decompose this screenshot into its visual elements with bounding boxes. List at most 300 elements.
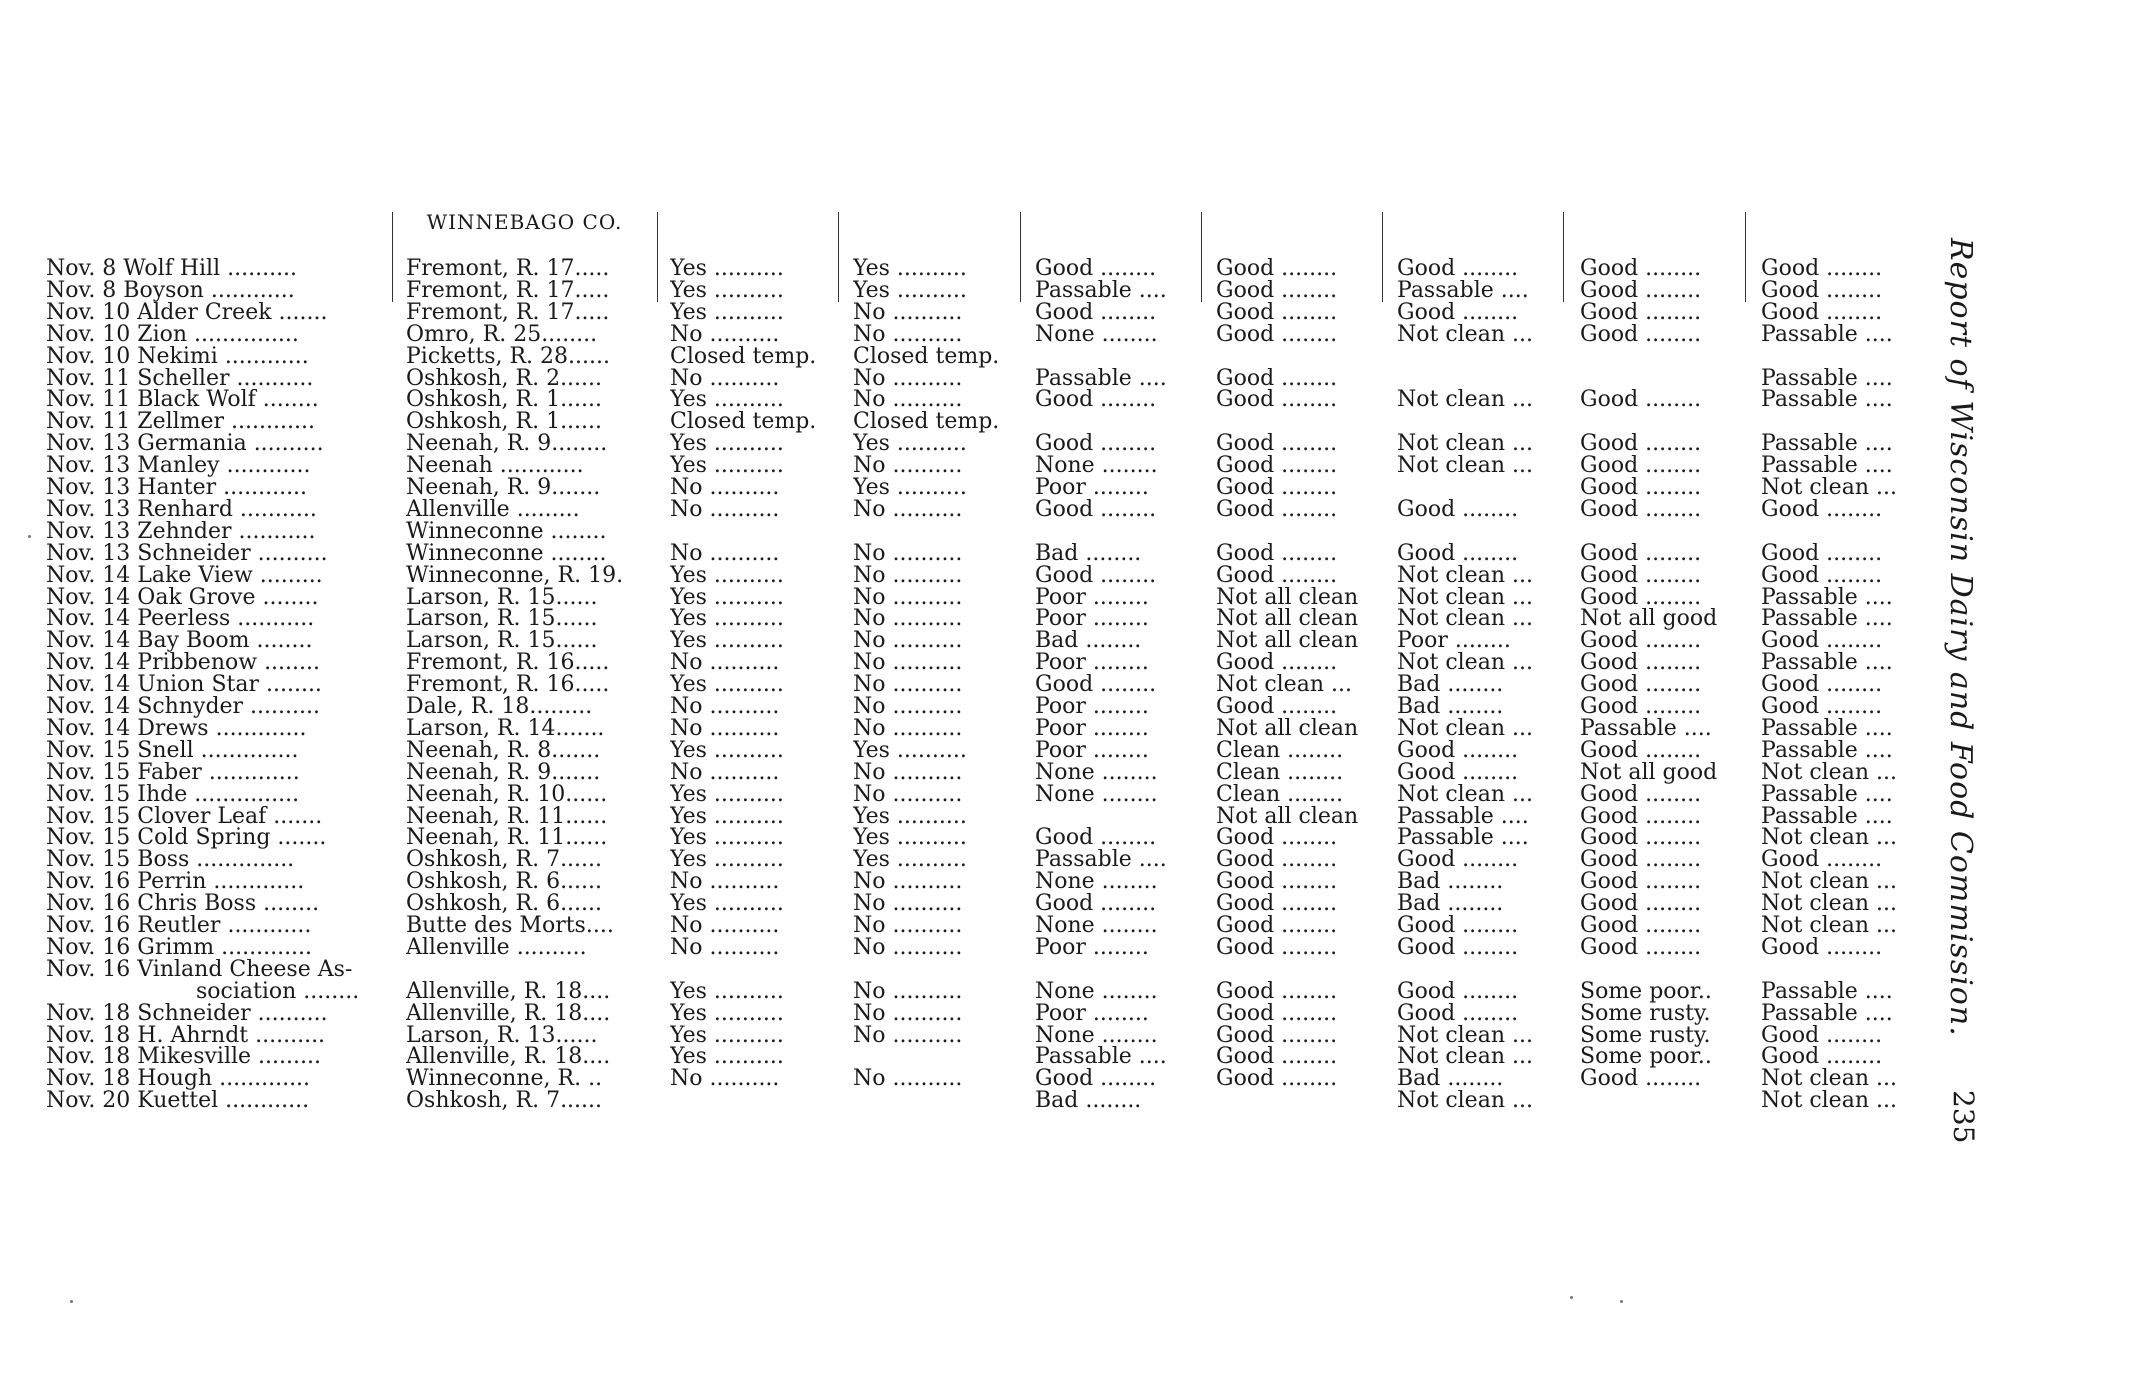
col5-cell: Poor ........ (1035, 652, 1149, 675)
col8-cell: Some rusty. (1580, 1002, 1711, 1025)
col4-cell: Yes .......... (853, 805, 967, 828)
col9-cell: Good ........ (1761, 258, 1883, 280)
col8-cell (1580, 368, 1742, 390)
running-title (1940, 238, 1980, 1238)
col8-cell (1580, 346, 1742, 368)
col6-cell: Good ........ (1216, 1024, 1338, 1047)
col4-cell: No .......... (853, 586, 963, 609)
col8-cell: Not all good (1580, 761, 1718, 784)
table-row (0, 1003, 1930, 1025)
col6-cell: Clean ........ (1216, 761, 1344, 784)
col3-cell: Yes .......... (670, 564, 784, 587)
location-cell: Dale, R. 18......... (406, 696, 593, 718)
factory-cell: Nov. 13 Manley ............ (46, 455, 311, 478)
table-row (0, 937, 1930, 959)
location-cell: Butte des Morts.... (406, 915, 614, 937)
col4-cell: No .......... (853, 1002, 963, 1025)
col4-cell: Yes .......... (853, 849, 967, 872)
location-cell: Neenah, R. 10...... (406, 783, 608, 806)
col7-cell: Bad ........ (1397, 1068, 1504, 1091)
col5-cell (1035, 411, 1197, 433)
col8-cell: Good ........ (1580, 936, 1702, 959)
factory-cell: Nov. 14 Schnyder .......... (46, 696, 320, 718)
factory-cell: Nov. 18 Schneider .......... (46, 1002, 328, 1025)
col3-cell: No .......... (670, 323, 780, 346)
factory-cell: Nov. 11 Black Wolf ........ (46, 389, 319, 412)
table-row (0, 740, 1930, 762)
col6-cell: Good ........ (1216, 696, 1338, 718)
col6-cell: Good ........ (1216, 258, 1338, 280)
col6-cell: Good ........ (1216, 849, 1338, 872)
location-cell: Larson, R. 13...... (406, 1024, 598, 1047)
col9-cell: Passable .... (1761, 783, 1893, 806)
col3-cell: No .......... (670, 696, 780, 718)
col5-cell: Poor ........ (1035, 608, 1149, 631)
col6-cell: Good ........ (1216, 498, 1338, 521)
col5-cell: Poor ........ (1035, 739, 1149, 762)
col7-cell: Not clean ... (1397, 389, 1533, 412)
col6-cell: Good ........ (1216, 477, 1338, 499)
table-row (0, 565, 1930, 587)
col6-cell: Good ........ (1216, 279, 1338, 302)
col8-cell: Some poor.. (1580, 1046, 1712, 1069)
col9-cell: Good ........ (1761, 696, 1883, 718)
col6-cell: Not all clean (1216, 630, 1359, 653)
col9-cell: Not clean ... (1761, 915, 1897, 937)
col7-cell: Good ........ (1397, 849, 1519, 872)
location-cell: Winneconne ........ (406, 520, 607, 543)
col9-cell: Passable .... (1761, 433, 1893, 456)
col9-cell: Good ........ (1761, 1046, 1883, 1069)
col5-cell (1035, 806, 1197, 828)
page-number (1947, 1090, 1990, 1160)
col5-cell: Passable .... (1035, 1046, 1167, 1069)
col7-cell (1397, 346, 1559, 368)
factory-cell: Nov. 15 Snell .............. (46, 739, 299, 762)
col6-cell (1216, 411, 1378, 433)
col7-cell: Not clean ... (1397, 717, 1533, 740)
col4-cell: No .......... (853, 893, 963, 916)
table-row (0, 981, 1930, 1003)
col5-cell: None ........ (1035, 761, 1158, 784)
col4-cell: No .......... (853, 564, 963, 587)
col7-cell: Good ........ (1397, 761, 1519, 784)
col8-cell: Good ........ (1580, 674, 1702, 697)
table-row (0, 871, 1930, 893)
col5-cell (1035, 346, 1197, 368)
col7-cell: Good ........ (1397, 258, 1519, 280)
running-title-text: Report of Wisconsin Dairy and Food Commission. (1943, 238, 1978, 1037)
factory-cell: Nov. 14 Lake View ......... (46, 564, 323, 587)
col5-cell: Good ........ (1035, 674, 1157, 697)
col4-cell: No .......... (853, 761, 963, 784)
table-row (0, 499, 1930, 521)
col4-cell: Yes .......... (853, 827, 967, 850)
col4-cell: No .......... (853, 674, 963, 697)
col4-cell (853, 959, 1015, 981)
col4-cell: No .......... (853, 367, 963, 390)
col5-cell: Good ........ (1035, 827, 1157, 850)
col9-cell: Passable .... (1761, 652, 1893, 675)
col8-cell: Good ........ (1580, 498, 1702, 521)
location-cell: Larson, R. 15...... (406, 608, 598, 631)
paper-speck (28, 535, 31, 538)
col3-cell: No .......... (670, 915, 780, 937)
col5-cell: Poor ........ (1035, 717, 1149, 740)
col7-cell: Not clean ... (1397, 564, 1533, 587)
col3-cell: Closed temp. (670, 411, 817, 434)
col6-cell: Good ........ (1216, 893, 1338, 916)
col5-cell: Poor ........ (1035, 696, 1149, 718)
location-cell: Oshkosh, R. 1...... (406, 411, 603, 434)
col7-cell: Bad ........ (1397, 871, 1504, 894)
factory-cell: Nov. 14 Bay Boom ........ (46, 630, 313, 653)
table-row (0, 630, 1930, 652)
col7-cell: Good ........ (1397, 936, 1519, 959)
col3-cell: Yes .......... (670, 827, 784, 850)
col7-cell: Not clean ... (1397, 433, 1533, 456)
col4-cell: Closed temp. (853, 345, 1000, 368)
table-row (0, 302, 1930, 324)
col4-cell: No .......... (853, 1024, 963, 1047)
col4-cell: Yes .......... (853, 739, 967, 762)
factory-cell: Nov. 18 H. Ahrndt .......... (46, 1024, 326, 1047)
col9-cell: Not clean ... (1761, 827, 1897, 850)
factory-cell: Nov. 13 Hanter ............ (46, 477, 308, 499)
col3-cell: Yes .......... (670, 1024, 784, 1047)
col7-cell: Not clean ... (1397, 1090, 1533, 1113)
col7-cell: Not clean ... (1397, 1046, 1533, 1069)
col3-cell: Yes .......... (670, 1002, 784, 1025)
factory-cell: Nov. 11 Scheller ........... (46, 367, 314, 390)
col7-cell: Passable .... (1397, 805, 1529, 828)
factory-cell: Nov. 8 Boyson ............ (46, 279, 295, 302)
factory-cell: Nov. 15 Ihde ............... (46, 783, 300, 806)
col4-cell: No .......... (853, 696, 963, 718)
col7-cell (1397, 411, 1559, 433)
col5-cell: Good ........ (1035, 433, 1157, 456)
table-row (0, 893, 1930, 915)
col6-cell (1216, 346, 1378, 368)
col7-cell: Good ........ (1397, 1002, 1519, 1025)
col6-cell: Not all clean (1216, 608, 1359, 631)
paper-speck (1620, 1300, 1623, 1303)
col8-cell (1580, 411, 1742, 433)
col8-cell: Good ........ (1580, 455, 1702, 478)
col4-cell: No .......... (853, 871, 963, 894)
col9-cell: Passable .... (1761, 739, 1893, 762)
location-cell: Oshkosh, R. 7...... (406, 1090, 603, 1113)
table-row (0, 674, 1930, 696)
col8-cell: Good ........ (1580, 1068, 1702, 1091)
table-row (0, 368, 1930, 390)
location-cell: Larson, R. 15...... (406, 586, 598, 609)
col5-cell: Good ........ (1035, 498, 1157, 521)
col7-cell: Bad ........ (1397, 696, 1504, 718)
col7-cell: Not clean ... (1397, 783, 1533, 806)
col8-cell: Some poor.. (1580, 980, 1712, 1003)
table-row (0, 587, 1930, 609)
location-cell: Neenah, R. 11...... (406, 827, 608, 850)
col3-cell: No .......... (670, 477, 780, 499)
col5-cell: Good ........ (1035, 1068, 1157, 1091)
col6-cell: Not all clean (1216, 586, 1359, 609)
col4-cell: No .......... (853, 498, 963, 521)
col5-cell (1035, 959, 1197, 981)
col9-cell (1761, 959, 1921, 981)
col8-cell: Good ........ (1580, 630, 1702, 653)
col4-cell: No .......... (853, 301, 963, 324)
col3-cell: Yes .......... (670, 279, 784, 302)
col7-cell: Not clean ... (1397, 652, 1533, 675)
col8-cell: Good ........ (1580, 827, 1702, 850)
col3-cell: Yes .......... (670, 783, 784, 806)
location-cell: Winneconne, R. .. (406, 1068, 603, 1091)
col4-cell: Yes .......... (853, 279, 967, 302)
col6-cell: Good ........ (1216, 433, 1338, 456)
col7-cell: Not clean ... (1397, 455, 1533, 478)
col8-cell: Good ........ (1580, 739, 1702, 762)
col9-cell: Good ........ (1761, 279, 1883, 302)
col4-cell (853, 521, 1015, 543)
col3-cell: Yes .......... (670, 1046, 784, 1069)
table-row (0, 455, 1930, 477)
location-cell: Fremont, R. 17..... (406, 301, 610, 324)
location-cell: Fremont, R. 16..... (406, 652, 610, 675)
factory-cell: Nov. 15 Faber ............. (46, 761, 300, 784)
col5-cell: Poor ........ (1035, 1002, 1149, 1025)
col9-cell: Not clean ... (1761, 761, 1897, 784)
col5-cell: None ........ (1035, 455, 1158, 478)
location-cell: Oshkosh, R. 1...... (406, 389, 603, 412)
col6-cell: Good ........ (1216, 827, 1338, 850)
col4-cell: No .......... (853, 936, 963, 959)
col9-cell: Not clean ... (1761, 893, 1897, 916)
table-row (0, 477, 1930, 499)
col5-cell: Good ........ (1035, 893, 1157, 916)
col8-cell: Good ........ (1580, 893, 1702, 916)
col6-cell: Good ........ (1216, 542, 1338, 565)
col9-cell: Good ........ (1761, 1024, 1883, 1047)
col6-cell (1216, 521, 1378, 543)
col5-cell: None ........ (1035, 1024, 1158, 1047)
factory-cell: Nov. 18 Mikesville ......... (46, 1046, 321, 1069)
location-cell: Allenville, R. 18.... (406, 980, 611, 1003)
col6-cell: Clean ........ (1216, 783, 1344, 806)
col6-cell: Not clean ... (1216, 674, 1352, 697)
col4-cell: No .......... (853, 915, 963, 937)
location-cell: Fremont, R. 16..... (406, 674, 610, 697)
col9-cell: Passable .... (1761, 1002, 1893, 1025)
col7-cell: Good ........ (1397, 301, 1519, 324)
col3-cell: No .......... (670, 498, 780, 521)
col7-cell (1397, 477, 1559, 499)
col6-cell: Clean ........ (1216, 739, 1344, 762)
col4-cell: No .......... (853, 455, 963, 478)
col7-cell (1397, 521, 1559, 543)
col5-cell: None ........ (1035, 980, 1158, 1003)
col6-cell: Good ........ (1216, 1068, 1338, 1091)
col5-cell: Good ........ (1035, 301, 1157, 324)
col6-cell: Good ........ (1216, 915, 1338, 937)
col5-cell: None ........ (1035, 323, 1158, 346)
table-row (0, 411, 1930, 433)
col7-cell: Good ........ (1397, 498, 1519, 521)
col4-cell: No .......... (853, 980, 963, 1003)
col5-cell: Passable .... (1035, 367, 1167, 390)
factory-cell: Nov. 13 Renhard ........... (46, 498, 317, 521)
col9-cell (1761, 346, 1921, 368)
factory-cell: Nov. 14 Drews ............. (46, 717, 307, 740)
table-row (0, 827, 1930, 849)
col5-cell: None ........ (1035, 871, 1158, 894)
col6-cell: Good ........ (1216, 871, 1338, 894)
table-row (0, 280, 1930, 302)
table-row (0, 849, 1930, 871)
table-row (0, 433, 1930, 455)
col4-cell: Yes .......... (853, 477, 967, 499)
location-cell: Neenah, R. 11...... (406, 805, 608, 828)
factory-cell: Nov. 11 Zellmer ............ (46, 411, 315, 434)
factory-cell: Nov. 16 Chris Boss ........ (46, 893, 320, 916)
col3-cell: Yes .......... (670, 455, 784, 478)
col9-cell: Passable .... (1761, 323, 1893, 346)
col8-cell: Good ........ (1580, 477, 1702, 499)
col9-cell: Not clean ... (1761, 477, 1897, 499)
col8-cell: Good ........ (1580, 542, 1702, 565)
col4-cell: Yes .......... (853, 258, 967, 280)
col8-cell (1580, 959, 1742, 981)
col6-cell: Good ........ (1216, 1002, 1338, 1025)
col3-cell: No .......... (670, 367, 780, 390)
col4-cell: No .......... (853, 323, 963, 346)
col7-cell: Passable .... (1397, 279, 1529, 302)
col4-cell (853, 1046, 1015, 1068)
col3-cell: No .......... (670, 761, 780, 784)
location-cell: Allenville, R. 18.... (406, 1046, 611, 1069)
table-row (0, 959, 1930, 981)
col9-cell: Passable .... (1761, 586, 1893, 609)
page-number-text: 235 (1947, 1090, 1980, 1144)
factory-cell: sociation ........ (196, 980, 360, 1003)
table-row (0, 762, 1930, 784)
col4-cell: Yes .......... (853, 433, 967, 456)
col3-cell: Yes .......... (670, 805, 784, 828)
col7-cell: Not clean ... (1397, 608, 1533, 631)
col3-cell: No .......... (670, 717, 780, 740)
col6-cell: Good ........ (1216, 980, 1338, 1003)
table-row (0, 1090, 1930, 1112)
col9-cell: Good ........ (1761, 674, 1883, 697)
factory-cell: Nov. 16 Reutler ............ (46, 915, 312, 937)
county-heading: WINNEBAGO CO. (426, 210, 623, 234)
col7-cell: Good ........ (1397, 739, 1519, 762)
table-row (0, 915, 1930, 937)
col6-cell (1216, 959, 1378, 981)
factory-cell: Nov. 10 Zion ............... (46, 323, 299, 346)
col3-cell (670, 521, 836, 543)
col6-cell: Good ........ (1216, 1046, 1338, 1069)
location-cell: Neenah, R. 9....... (406, 761, 601, 784)
paper-speck (70, 1300, 73, 1303)
col8-cell: Passable .... (1580, 717, 1712, 740)
col4-cell: No .......... (853, 630, 963, 653)
col6-cell: Good ........ (1216, 301, 1338, 324)
col8-cell: Good ........ (1580, 389, 1702, 412)
location-cell: Allenville .......... (406, 936, 587, 959)
col3-cell (670, 959, 836, 981)
col6-cell: Good ........ (1216, 564, 1338, 587)
col8-cell: Good ........ (1580, 433, 1702, 456)
table-row (0, 696, 1930, 718)
col4-cell: No .......... (853, 389, 963, 412)
col4-cell: No .......... (853, 783, 963, 806)
col8-cell: Good ........ (1580, 323, 1702, 346)
col7-cell: Passable .... (1397, 827, 1529, 850)
table-row (0, 389, 1930, 411)
factory-cell: Nov. 16 Grimm ............. (46, 936, 313, 959)
col9-cell: Good ........ (1761, 936, 1883, 959)
table-row (0, 258, 1930, 280)
col8-cell: Good ........ (1580, 783, 1702, 806)
col8-cell: Good ........ (1580, 301, 1702, 324)
col4-cell: No .......... (853, 717, 963, 740)
col5-cell: Good ........ (1035, 389, 1157, 412)
col9-cell: Passable .... (1761, 608, 1893, 631)
location-cell: Neenah, R. 9........ (406, 433, 608, 456)
col6-cell: Not all clean (1216, 717, 1359, 740)
col9-cell: Passable .... (1761, 980, 1893, 1003)
col8-cell: Good ........ (1580, 805, 1702, 828)
col5-cell: Passable .... (1035, 849, 1167, 872)
table-row (0, 543, 1930, 565)
col9-cell: Good ........ (1761, 498, 1883, 521)
col3-cell (670, 1090, 836, 1112)
col9-cell: Passable .... (1761, 805, 1893, 828)
table-row (0, 1025, 1930, 1047)
location-cell: Fremont, R. 17..... (406, 279, 610, 302)
table-row (0, 521, 1930, 543)
col4-cell: No .......... (853, 1068, 963, 1091)
col5-cell: Bad ........ (1035, 542, 1142, 565)
col8-cell: Good ........ (1580, 586, 1702, 609)
col8-cell: Some rusty. (1580, 1024, 1711, 1047)
col3-cell: No .......... (670, 1068, 780, 1091)
col9-cell (1761, 521, 1921, 543)
col7-cell: Good ........ (1397, 542, 1519, 565)
table-row (0, 324, 1930, 346)
location-cell: Allenville ......... (406, 498, 580, 521)
col3-cell: Closed temp. (670, 345, 817, 368)
col7-cell: Not clean ... (1397, 1024, 1533, 1047)
factory-cell: Nov. 16 Vinland Cheese As- (46, 958, 353, 981)
col3-cell: No .......... (670, 871, 780, 894)
col8-cell: Good ........ (1580, 258, 1702, 280)
paper-speck (1570, 1296, 1573, 1299)
col4-cell: No .......... (853, 542, 963, 565)
factory-cell: Nov. 16 Perrin ............. (46, 871, 305, 894)
col3-cell: No .......... (670, 542, 780, 565)
table-row (0, 784, 1930, 806)
col9-cell: Good ........ (1761, 301, 1883, 324)
table-row (0, 806, 1930, 828)
col3-cell: Yes .......... (670, 980, 784, 1003)
factory-cell: Nov. 10 Alder Creek ....... (46, 301, 328, 324)
col9-cell: Passable .... (1761, 389, 1893, 412)
col3-cell: Yes .......... (670, 674, 784, 697)
col8-cell: Good ........ (1580, 564, 1702, 587)
col6-cell: Good ........ (1216, 389, 1338, 412)
